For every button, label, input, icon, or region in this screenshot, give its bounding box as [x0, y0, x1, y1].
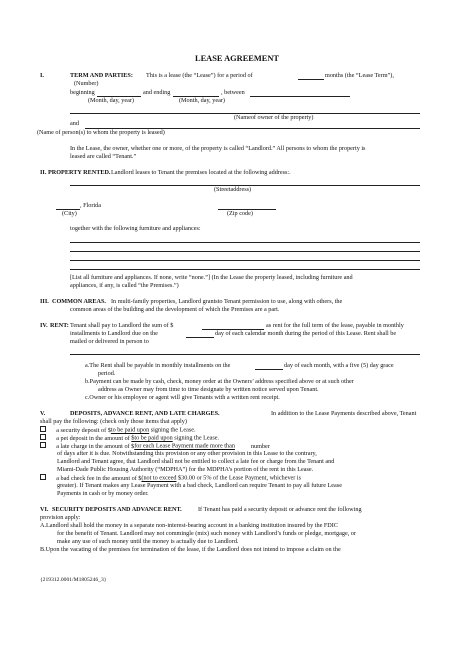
number-label: (Number) [74, 80, 99, 87]
bad-check-checkbox[interactable] [40, 474, 46, 480]
florida-label: , Florida [80, 202, 101, 209]
late-charge-text-3: Landlord and Tenant agree, that Landlord shall not be entitled to collect a late fee or charge from the Tenant and [57, 458, 335, 465]
furniture-line-1[interactable] [70, 242, 420, 243]
bad-check-limit: (not to exceed [141, 474, 177, 482]
late-charge-text-2: of days after it is due. Notwithstanding this provision or any other provision in this Lease to the contrary, [57, 450, 317, 457]
street-address-label: (Streetaddress) [214, 186, 252, 193]
section-5-number: V. [40, 410, 46, 417]
late-charge-text: a late charge in the amount of $ [56, 442, 135, 450]
rent-text-2a: installments to Landlord due on the [70, 330, 158, 337]
security-deposit-checkbox[interactable] [40, 426, 46, 432]
property-text: Landlord leases to Tenant the premises located at the following address:. [111, 169, 291, 176]
section-4-heading: RENT: [50, 322, 69, 329]
security-text-1: If Tenant has paid a security deposit or advance rent the following [198, 506, 362, 513]
section-6-heading: SECURITY DEPOSITS AND ADVANCE RENT. [52, 506, 182, 513]
section-6-number: VI. [40, 506, 49, 513]
furniture-note-1: [List all furniture and appliances. If none, write “none.”] (In the Lease the property leased, including furniture and [70, 274, 353, 281]
term-months-field[interactable] [298, 79, 324, 80]
section-4-number: IV. [40, 322, 48, 329]
end-date-label: (Month, day, year) [179, 97, 225, 104]
security-item-a-1: A.Landlord shall hold the money in a separate non-interest-bearing account in a banking institution insured by the FDIC [40, 522, 338, 529]
pet-deposit-checkbox[interactable] [40, 434, 46, 440]
rent-payee-line[interactable] [70, 354, 420, 355]
owner-name-field[interactable] [250, 96, 350, 97]
document-title: LEASE AGREEMENT [194, 54, 279, 63]
beginning-label: beginning [70, 89, 95, 96]
pet-deposit-text: a pet deposit in the amount of [56, 434, 130, 442]
rent-due-day-field[interactable] [186, 337, 214, 338]
between-label: , between [221, 89, 245, 96]
owner-label: (Nameof owner of the property) [234, 114, 314, 121]
party-definition-2: leased are called “Tenant.” [70, 153, 137, 160]
security-item-a-3: make any use of such money until the money is actually due to Landlord. [57, 538, 239, 545]
rent-item-a-2: period. [98, 370, 116, 377]
term-text-end: months (the “Lease Term”), [325, 72, 394, 79]
security-item-b-1: B.Upon the vacating of the premises for termination of the lease, if the Landlord does not intend to impose a claim on the [40, 546, 341, 553]
rent-text-3: mailed or delivered in person to [70, 338, 149, 345]
security-deposit-when: signing the Lease. [150, 426, 196, 434]
pet-deposit-when: signing the Lease. [174, 434, 220, 442]
city-label: (City) [62, 210, 77, 217]
security-item-a-2: for the benefit of Tenant. Landlord may not commingle (mix) such money with Landlord’s funds or pledge, mortgage, or [57, 530, 356, 537]
section-3-heading: COMMON AREAS. [52, 298, 106, 305]
bad-check-text-3: greater). If Tenant makes any Lease Payment with a bad check, Landlord can require Tenant to pay all future Lease [57, 482, 342, 489]
section-3-number: III. [40, 298, 49, 305]
section-2-number: II. [40, 169, 47, 176]
security-deposit-text: a security deposit of $ [56, 426, 111, 434]
party-definition-1: In the Lease, the owner, whether one or more, of the property is called “Landlord.” All persons to whom the property is [70, 145, 366, 152]
and-label: and [70, 120, 79, 127]
term-text-start: This is a lease (the “Lease”) for a period of [146, 72, 253, 79]
section-2-heading: PROPERTY RENTED. [48, 169, 111, 176]
rent-item-a-1b: day of each month, with a five (5) day grace [284, 362, 394, 369]
furniture-line-2[interactable] [70, 251, 420, 252]
rent-text-1a: Tenant shall pay to Landlord the sum of $ [70, 322, 174, 329]
security-deposit-due: to be paid upon [110, 426, 150, 434]
late-charge-amount: for each Lease Payment made more than [134, 442, 235, 450]
rent-item-b-1: b.Payment can be made by cash, check, money order at the Owners’ address specified above or at such other [85, 378, 354, 385]
section-1-number: I. [40, 72, 44, 79]
begin-date-label: (Month, day, year) [88, 97, 134, 104]
document-footer-id: {219312.0001/M1805246_3} [40, 577, 107, 583]
bad-check-text-4: Payments in cash or by money order. [57, 490, 149, 497]
deposits-text-2: shall pay the following: (check only those items that apply) [40, 418, 187, 425]
furniture-note-2: appliances, if any, is called “the Premises.”) [70, 282, 179, 289]
late-charge-checkbox[interactable] [40, 442, 46, 448]
common-areas-1: In multi-family properties, Landlord grantsto Tenant permission to use, along with others, the [111, 298, 343, 305]
rent-text-2b: day of each calendar month during the period of this Lease. Rent shall be [215, 330, 397, 337]
rent-item-a-1a: a.The Rent shall be payable in monthly installments on the [85, 362, 231, 369]
rent-item-b-2: address as Owner may from time to time designate by written notice served upon Tenant. [98, 386, 319, 393]
section-1-heading: TERM AND PARTIES: [70, 72, 133, 79]
zip-label: (Zip code) [227, 210, 253, 217]
bad-check-text: a bad check fee in the amount of $ [56, 474, 142, 482]
late-charge-text-4: Miami-Dade Public Housing Authority (“MDPHA”) for the MDPHA’s portion of the rent in this Lease. [57, 466, 314, 473]
common-areas-2: common areas of the building and the development of which the Premises are a part. [70, 306, 280, 313]
furniture-line-4[interactable] [70, 269, 420, 270]
tenant-label: (Name of person(s) to whom the property is leased) [37, 129, 165, 136]
late-charge-number: number [250, 442, 270, 450]
section-5-heading: DEPOSITS, ADVANCE RENT, AND LATE CHARGES. [70, 410, 220, 417]
and-ending-label: and ending [143, 89, 171, 96]
pet-deposit-due: $to be paid upon [131, 434, 173, 442]
rent-item-c: c.Owner or his employee or agent will give Tenants with a written rent receipt. [85, 394, 280, 401]
furniture-line-3[interactable] [70, 260, 420, 261]
rent-text-1b: as rent for the full term of the lease, payable in monthly [266, 322, 404, 329]
deposits-text-1: In addition to the Lease Payments described above, Tenant [271, 410, 417, 417]
security-text-2: provision apply: [40, 514, 81, 521]
bad-check-text-2: $30.00 or 5% of the Lease Payment, whichever is [178, 474, 302, 482]
furniture-text: together with the following furniture and appliances: [70, 225, 201, 232]
installment-day-field[interactable] [255, 369, 283, 370]
